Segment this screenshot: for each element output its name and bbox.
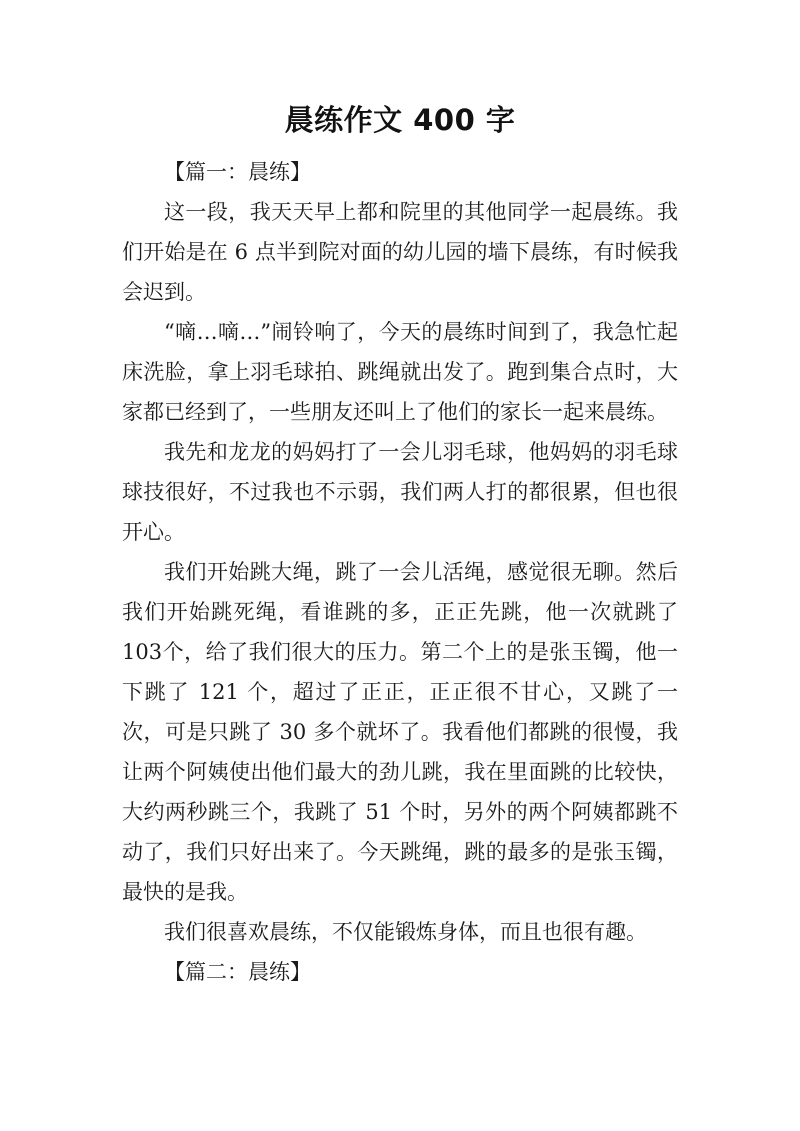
paragraph: 我们开始跳大绳，跳了一会儿活绳，感觉很无聊。然后我们开始跳死绳，看谁跳的多，正正先跳，他一次就跳了 103个，给了我们很大的压力。第二个上的是张玉镯，他一下跳了 121 个，超过了正正，正正很不甘心，又跳了一次，可是只跳了 30 多个就坏了。我看他们都跳的很慢，我让两个阿姨使出他们最大的劲儿跳，我在里面跳的比较快，大约两秒跳三个，我跳了 51 个时，另外的两个阿姨都跳不动了，我们只好出来了。今天跳绳，跳的最多的是张玉镯，最快的是我。 xyxy=(122,560,678,904)
document-title: 晨练作文 400 字 xyxy=(284,103,516,137)
paragraph: “嘀…嘀…”闹铃响了，今天的晨练时间到了，我急忙起床洗脸，拿上羽毛球拍、跳绳就出发了。跑到集合点时，大家都已经到了，一些朋友还叫上了他们的家长一起来晨练。 xyxy=(122,320,678,424)
paragraph: 我先和龙龙的妈妈打了一会儿羽毛球，他妈妈的羽毛球球技很好，不过我也不示弱，我们两人打的都很累，但也很开心。 xyxy=(122,440,678,544)
document-body xyxy=(122,152,678,992)
paragraph: 这一段，我天天早上都和院里的其他同学一起晨练。我们开始是在 6 点半到院对面的幼儿园的墙下晨练，有时候我会迟到。 xyxy=(122,200,678,304)
paragraph: 我们很喜欢晨练，不仅能锻炼身体，而且也很有趣。 xyxy=(164,920,647,944)
section-heading-1: 【篇一：晨练】 xyxy=(164,160,311,184)
section-heading-2: 【篇二：晨练】 xyxy=(164,960,311,984)
